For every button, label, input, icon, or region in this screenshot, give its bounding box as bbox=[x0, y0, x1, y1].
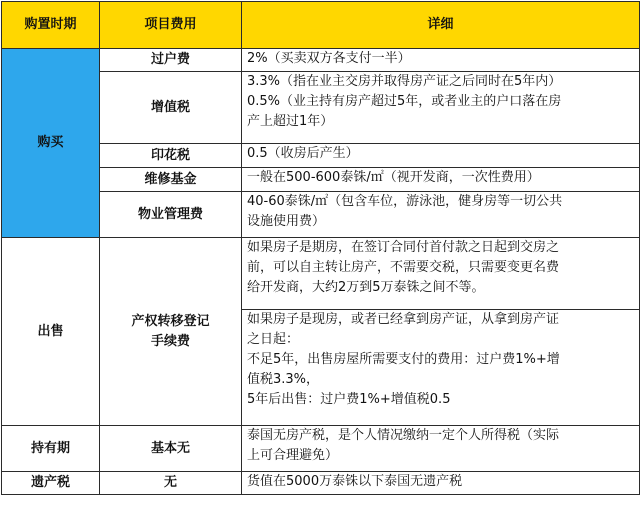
table-row bbox=[2, 238, 640, 310]
detail-cell bbox=[242, 472, 640, 495]
detail-line: 给开发商，大约2万到5万泰铢之间不等。 bbox=[247, 280, 485, 295]
item-line: 产权转移登记 bbox=[131, 313, 210, 329]
header-item: 项目费用 bbox=[100, 2, 242, 49]
header-detail: 详细 bbox=[242, 2, 640, 49]
item-cell: 印花税 bbox=[100, 144, 242, 168]
period-cell-inherit: 遗产税 bbox=[2, 472, 100, 495]
detail-line: 前，可以自主转让房产，不需要交税，只需要变更名费 bbox=[247, 260, 560, 275]
detail-line: 之日起： bbox=[247, 332, 300, 347]
detail-line: 设施使用费） bbox=[247, 214, 326, 229]
item-cell: 维修基金 bbox=[100, 168, 242, 192]
detail-line: 值税3.3%， bbox=[247, 372, 320, 387]
header-row bbox=[2, 2, 640, 49]
detail-line: 5年后出售：过户费1%+增值税0.5 bbox=[247, 392, 451, 407]
detail-line: 上可合理避免） bbox=[247, 448, 339, 463]
item-cell bbox=[100, 238, 242, 426]
detail-line: 3.3%（指在业主交房并取得房产证之后同时在5年内） bbox=[247, 74, 562, 89]
detail-line: 货值在5000万泰铢以下泰国无遗产税 bbox=[247, 474, 463, 489]
period-cell-buy: 购买 bbox=[2, 49, 100, 238]
item-cell: 过户费 bbox=[100, 49, 242, 72]
detail-line: 如果房子是期房，在签订合同付首付款之日起到交房之 bbox=[247, 240, 560, 255]
item-cell: 无 bbox=[100, 472, 242, 495]
item-cell: 基本无 bbox=[100, 426, 242, 472]
detail-cell bbox=[242, 168, 640, 192]
item-line: 手续费 bbox=[150, 333, 190, 349]
detail-cell bbox=[242, 144, 640, 168]
real-estate-fee-table bbox=[1, 1, 640, 495]
header-period: 购置时期 bbox=[2, 2, 100, 49]
detail-cell bbox=[242, 426, 640, 472]
detail-line: 40-60泰铢/㎡（包含车位，游泳池，健身房等一切公共 bbox=[247, 194, 563, 209]
detail-line: 如果房子是现房，或者已经拿到房产证，从拿到房产证 bbox=[247, 312, 560, 327]
period-cell-hold: 持有期 bbox=[2, 426, 100, 472]
detail-line: 产上超过1年） bbox=[247, 114, 334, 129]
period-cell-sell: 出售 bbox=[2, 238, 100, 426]
detail-line: 不足5年，出售房屋所需要支付的费用：过户费1%+增 bbox=[247, 352, 560, 367]
detail-line: 0.5（收房后产生） bbox=[247, 146, 359, 161]
detail-cell bbox=[242, 49, 640, 72]
item-cell: 物业管理费 bbox=[100, 192, 242, 238]
detail-line: 泰国无房产税，是个人情况缴纳一定个人所得税（实际 bbox=[247, 428, 560, 443]
detail-cell bbox=[242, 310, 640, 426]
table-row bbox=[2, 426, 640, 472]
detail-cell bbox=[242, 192, 640, 238]
item-cell: 增值税 bbox=[100, 72, 242, 144]
table-row bbox=[2, 49, 640, 72]
detail-line: 2%（买卖双方各支付一半） bbox=[247, 51, 411, 66]
detail-line: 一般在500-600泰铢/㎡（视开发商，一次性费用） bbox=[247, 170, 540, 185]
detail-cell bbox=[242, 238, 640, 310]
detail-line: 0.5%（业主持有房产超过5年，或者业主的户口落在房 bbox=[247, 94, 562, 109]
table-row bbox=[2, 472, 640, 495]
detail-cell bbox=[242, 72, 640, 144]
